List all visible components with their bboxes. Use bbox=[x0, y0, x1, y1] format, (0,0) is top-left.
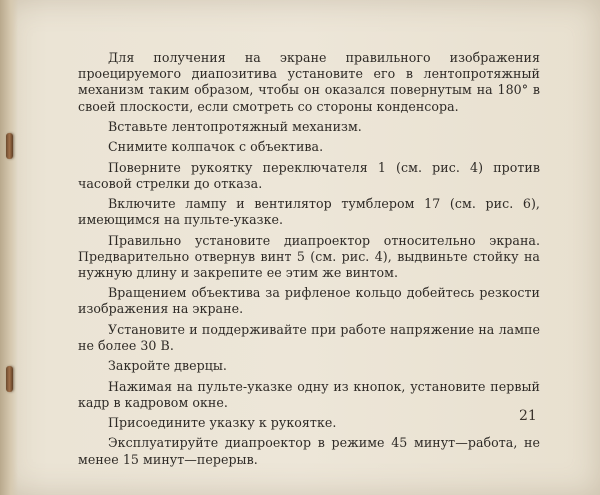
paragraph: Включите лампу и вентилятор тумблером 17 (см. рис. 6), имеющимся на пульте-указке. bbox=[78, 196, 540, 228]
paragraph: Снимите колпачок с объектива. bbox=[108, 139, 324, 155]
paragraph: Нажимая на пульте-указке одну из кнопок, установите первый кадр в кадровом окне. bbox=[78, 378, 540, 410]
paragraph: Закройте дверцы. bbox=[108, 358, 227, 374]
paragraph: Вставьте лентопротяжный механизм. bbox=[108, 118, 362, 134]
binding-staple-top bbox=[6, 133, 13, 159]
paragraph: Эксплуатируйте диапроектор в режиме 45 минут—работа, не менее 15 минут—перерыв. bbox=[78, 435, 540, 467]
page-number: 21 bbox=[519, 408, 537, 424]
paragraph: Присоедините указку к рукоятке. bbox=[108, 415, 337, 430]
page-spine bbox=[0, 0, 18, 495]
paragraph: Установите и поддерживайте при работе напряжение на лампе не более 30 В. bbox=[78, 321, 540, 353]
instruction-text bbox=[78, 50, 540, 472]
binding-staple-bottom bbox=[6, 366, 13, 392]
paragraph: Правильно установите диапроектор относительно экрана. Предварительно отвернув винт 5 (см. рис. 4), выдвиньте стойку на нужную длину и закрепите ее этим же винтом. bbox=[78, 232, 540, 280]
paragraph: Для получения на экране правильного изображения проецируемого диапозитива установите его в лентопротяжный механизм таким образом, чтобы он оказался повернутым на 180° в своей плоскости, если смотреть со стороны конденсора. bbox=[78, 50, 540, 114]
paragraph: Поверните рукоятку переключателя 1 (см. рис. 4) против часовой стрелки до отказа. bbox=[78, 159, 540, 191]
paragraph: Вращением объектива за рифленое кольцо добейтесь резкости изображения на экране. bbox=[78, 285, 540, 317]
